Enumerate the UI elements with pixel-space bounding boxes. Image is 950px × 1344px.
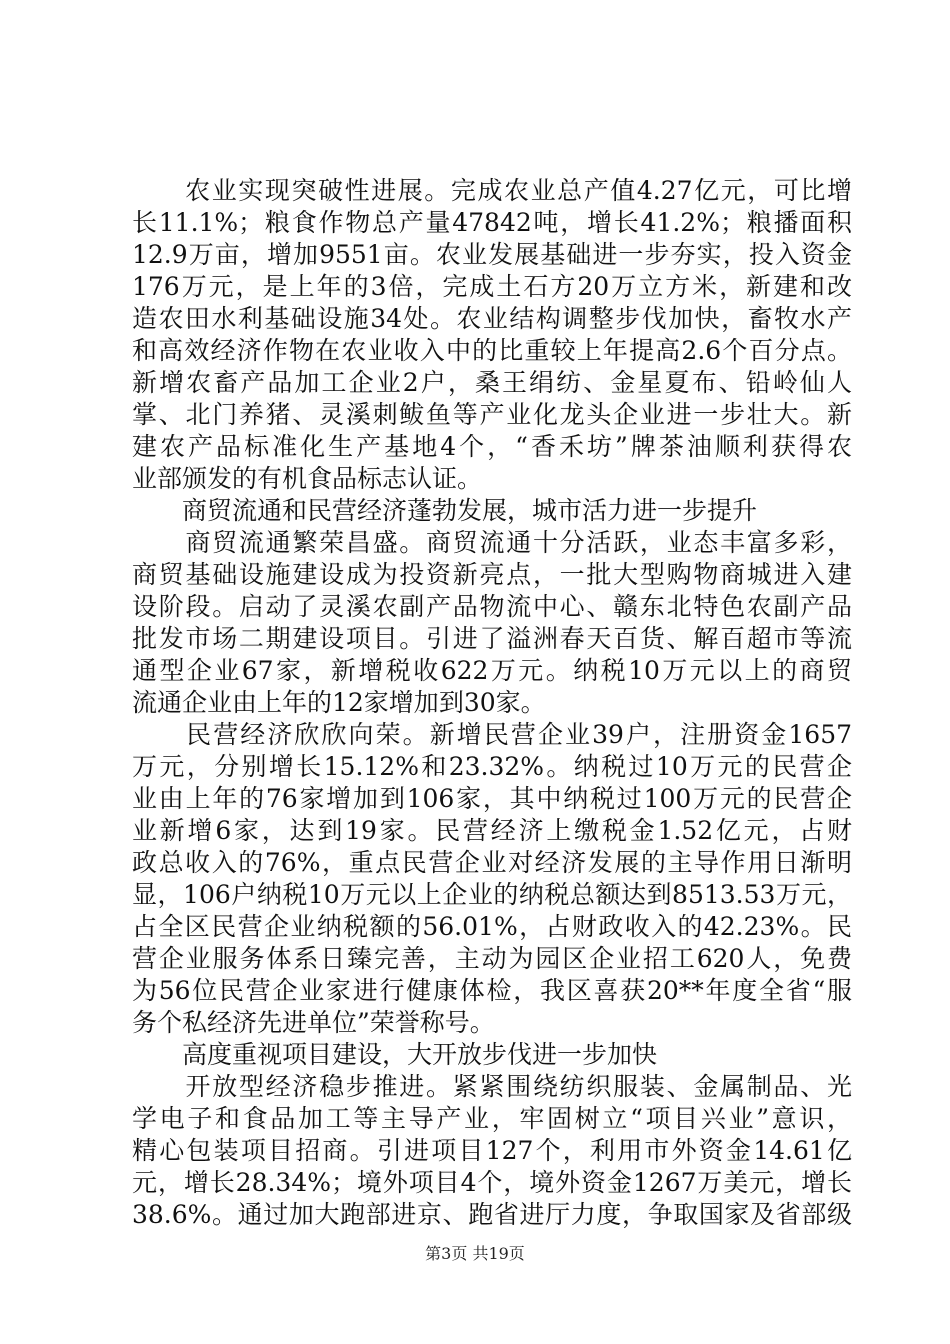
section-heading: 商贸流通和民营经济蓬勃发展，城市活力进一步提升 [132, 496, 758, 525]
text-line: 和高效经济作物在农业收入中的比重较上年提高2.6个百分点。 [132, 336, 852, 365]
text-line: 流通企业由上年的12家增加到30家。 [132, 688, 546, 717]
text-line: 造农田水利基础设施34处。农业结构调整步伐加快，畜牧水产 [132, 304, 852, 333]
text-line: 新增农畜产品加工企业2户，桑王绢纺、金星夏布、铅岭仙人 [132, 368, 852, 397]
text-line: 开放型经济稳步推进。紧紧围绕纺织服装、金属制品、光 [132, 1072, 852, 1101]
text-line: 商贸基础设施建设成为投资新亮点，一批大型购物商城进入建 [132, 560, 852, 589]
text-line: 业新增6家，达到19家。民营经济上缴税金1.52亿元，占财 [132, 816, 852, 845]
text-line: 务个私经济先进单位”荣誉称号。 [132, 1008, 495, 1037]
page-footer: 第3页 共19页 [425, 1244, 525, 1263]
text-line: 通型企业67家，新增税收622万元。纳税10万元以上的商贸 [132, 656, 852, 685]
text-line: 占全区民营企业纳税额的56.01%，占财政收入的42.23%。民 [132, 912, 852, 941]
text-line: 显，106户纳税10万元以上企业的纳税总额达到8513.53万元， [132, 880, 852, 909]
text-line: 政总收入的76%，重点民营企业对经济发展的主导作用日渐明 [132, 848, 852, 877]
text-line: 为56位民营企业家进行健康体检，我区喜获20**年度全省“服 [132, 976, 852, 1005]
text-line: 设阶段。启动了灵溪农副产品物流中心、赣东北特色农副产品 [132, 592, 852, 621]
text-line: 批发市场二期建设项目。引进了溢洲春天百货、解百超市等流 [132, 624, 852, 653]
text-line: 营企业服务体系日臻完善，主动为园区企业招工620人，免费 [132, 944, 852, 973]
section-heading: 高度重视项目建设，大开放步伐进一步加快 [132, 1040, 658, 1069]
text-line: 万元，分别增长15.12%和23.32%。纳税过10万元的民营企 [132, 752, 852, 781]
text-line: 建农产品标准化生产基地4个，“香禾坊”牌茶油顺利获得农 [132, 432, 852, 461]
text-line: 38.6%。通过加大跑部进京、跑省进厅力度，争取国家及省部级 [132, 1200, 852, 1229]
text-line: 精心包装项目招商。引进项目127个，利用市外资金14.61亿 [132, 1136, 852, 1165]
text-line: 业部颁发的有机食品标志认证。 [132, 464, 483, 493]
text-line: 长11.1%；粮食作物总产量47842吨，增长41.2%；粮播面积 [132, 208, 852, 237]
text-line: 12.9万亩，增加9551亩。农业发展基础进一步夯实，投入资金 [132, 240, 852, 269]
text-line: 学电子和食品加工等主导产业，牢固树立“项目兴业”意识， [132, 1104, 852, 1133]
text-line: 商贸流通繁荣昌盛。商贸流通十分活跃，业态丰富多彩， [132, 528, 852, 557]
text-line: 176万元，是上年的3倍，完成土石方20万立方米，新建和改 [132, 272, 852, 301]
text-line: 业由上年的76家增加到106家，其中纳税过100万元的民营企 [132, 784, 852, 813]
text-line: 掌、北门养猪、灵溪刺鲅鱼等产业化龙头企业进一步壮大。新 [132, 400, 852, 429]
text-line: 民营经济欣欣向荣。新增民营企业39户，注册资金1657 [132, 720, 852, 749]
text-line: 元，增长28.34%；境外项目4个，境外资金1267万美元，增长 [132, 1168, 852, 1197]
text-line: 农业实现突破性进展。完成农业总产值4.27亿元，可比增 [132, 176, 852, 205]
